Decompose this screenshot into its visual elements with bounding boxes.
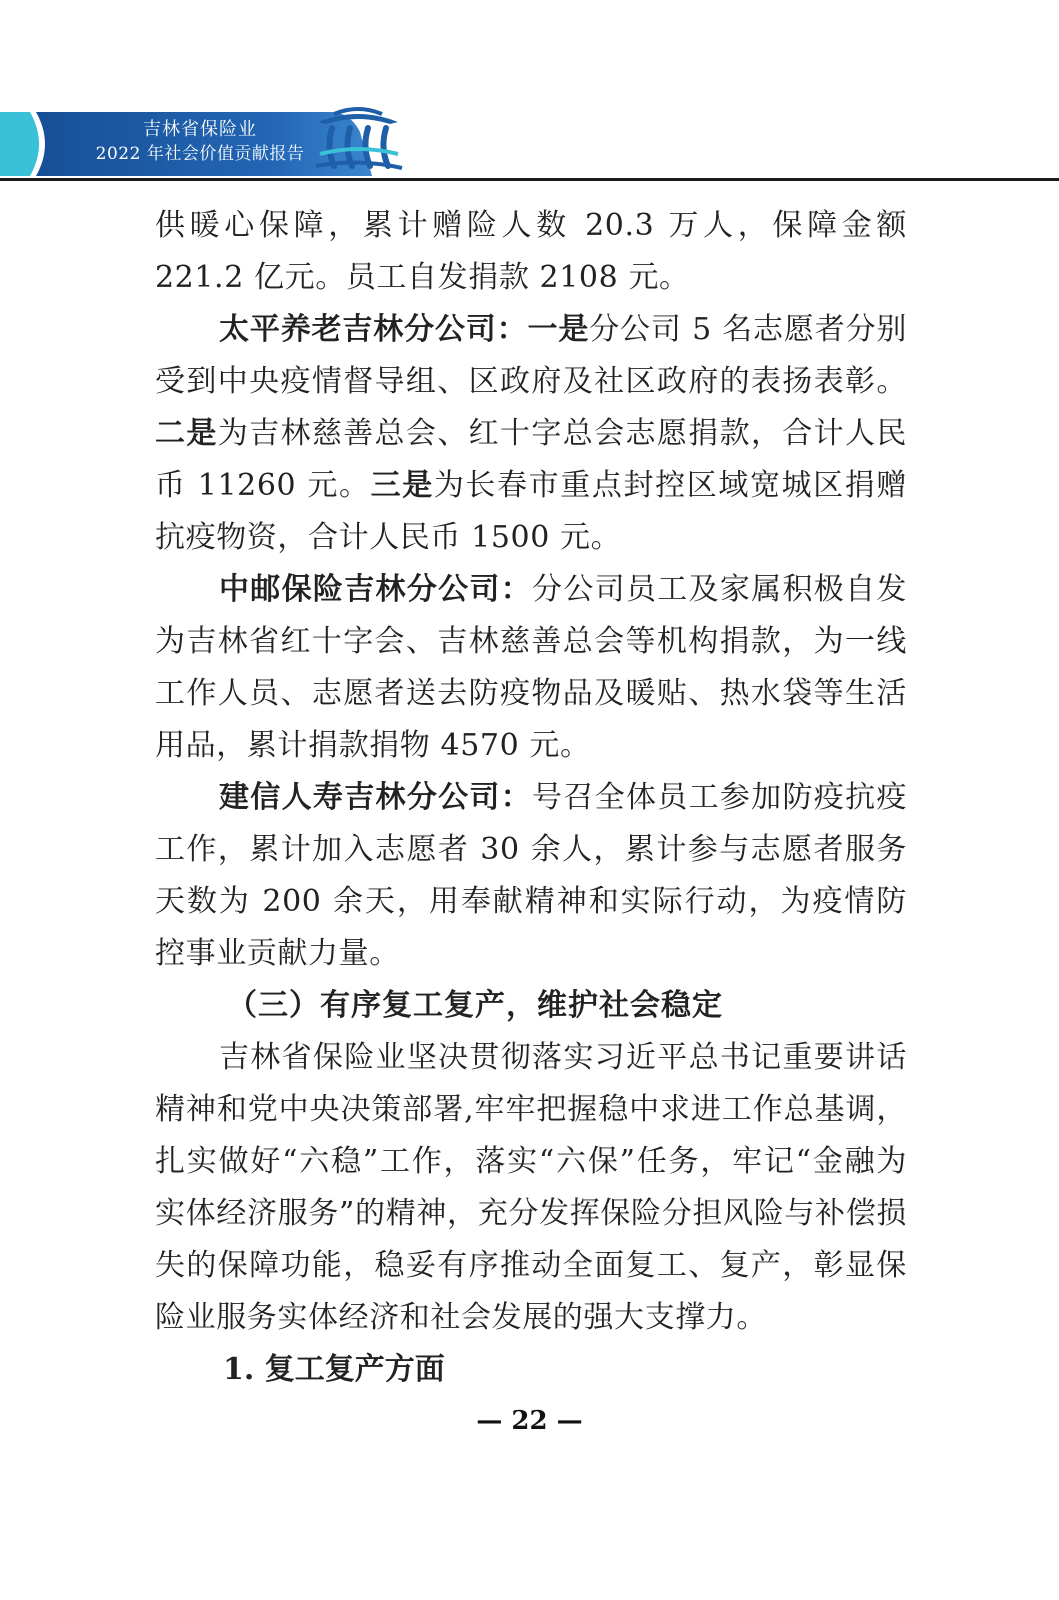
paragraph-text: 吉林省保险业坚决贯彻落实习近平总书记重要讲话精神和党中央决策部署,牢牢把握稳中求进工作总基调，扎实做好“六稳”工作，落实“六保”任务，牢记“金融为实体经济服务”的精神，充分发挥保险分担风险与补偿损失的保障功能，稳妥有序推动全面复工、复产，彰显保险业服务实体经济和社会发展的强大支撑力。 [155,1040,907,1335]
section-heading: （三）有序复工复产，维护社会稳定 [227,988,723,1023]
report-header [0,104,1059,184]
header-title-line1: 吉林省保险业 [143,119,257,140]
header-title [70,118,330,166]
paragraph-taiping-pension [155,304,907,564]
insurance-association-logo-icon [312,104,404,176]
paragraph-continuation [155,200,907,304]
company-label-china-post: 中邮保险吉林分公司： [219,572,533,607]
company-label-taiping: 太平养老吉林分公司： [219,312,528,347]
point-text-first: 分公司 5 名志愿者分别受到中央疫情督导组、区政府及社区政府的表扬表彰。 [155,312,908,399]
header-title-line2: 2022 年社会价值贡献报告 [95,144,305,164]
company-label-ccb-life: 建信人寿吉林分公司： [219,780,533,815]
header-rule [0,178,1059,181]
point-text-second: 为吉林慈善总会、红十字总会志愿捐款，合计人民币 11260 元。 [155,416,907,503]
point-label-first: 一是 [527,312,590,347]
page-content [155,200,907,1396]
paragraph-resumption [155,1032,907,1344]
point-text-third: 为长春市重点封控区域宽城区捐赠抗疫物资，合计人民币 1500 元。 [155,468,907,555]
paragraph-text: 号召全体员工参加防疫抗疫工作，累计加入志愿者 30 余人，累计参与志愿者服务天数为 200 余天，用奉献精神和实际行动，为疫情防控事业贡献力量。 [155,780,907,971]
page-number: — 22 — [476,1406,583,1436]
paragraph-china-post-insurance [155,564,907,772]
paragraph-text: 分公司员工及家属积极自发为吉林省红十字会、吉林慈善总会等机构捐款，为一线工作人员、志愿者送去防疫物品及暖贴、热水袋等生活用品，累计捐款捐物 4570 元。 [155,572,907,763]
paragraph-ccb-life [155,772,907,980]
point-label-second: 二是 [155,416,218,451]
subheading: 1. 复工复产方面 [223,1352,445,1387]
paragraph-text: 供暖心保障，累计赠险人数 20.3 万人，保障金额 221.2 亿元。员工自发捐款 2108 元。 [155,208,907,295]
point-label-third: 三是 [370,468,434,503]
